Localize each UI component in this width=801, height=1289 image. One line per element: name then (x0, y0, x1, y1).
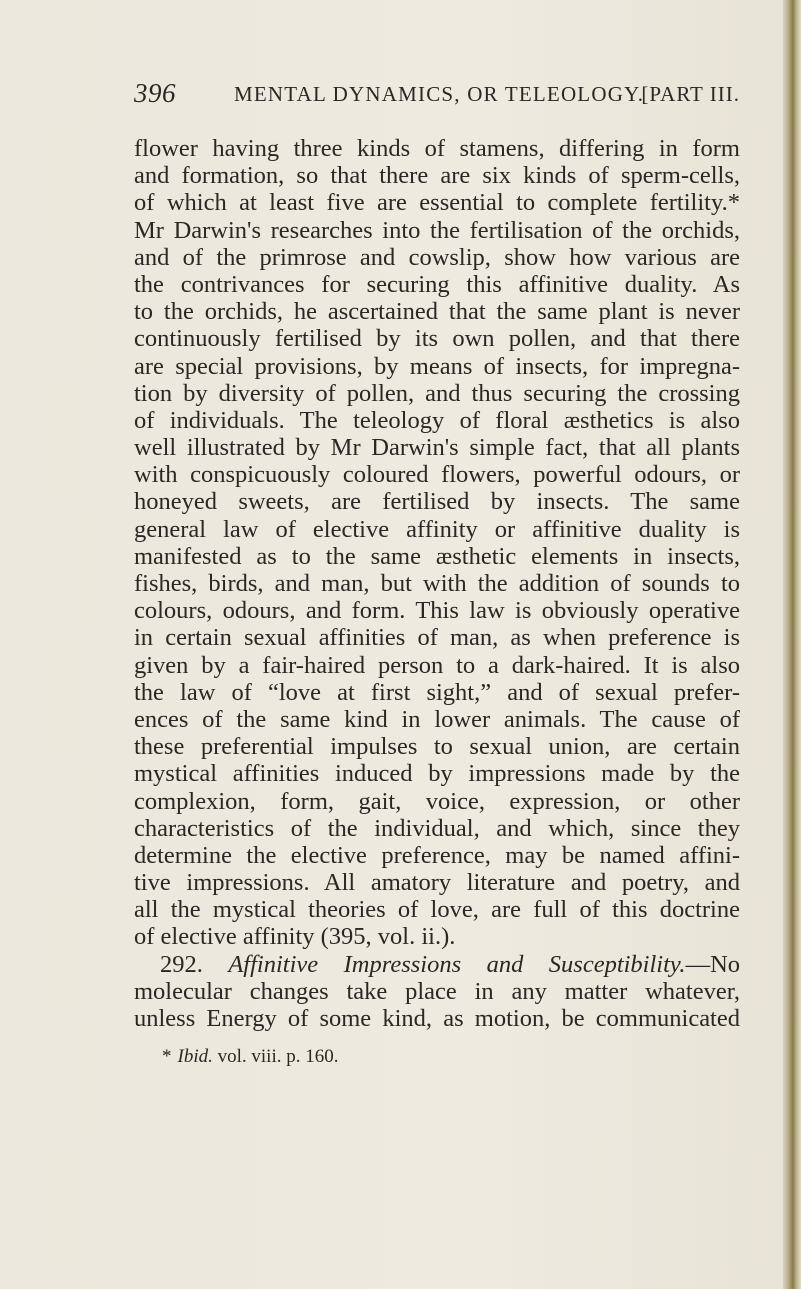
text-line: fishes, birds, and man, but with the addition of sounds to (134, 570, 740, 597)
body-text (134, 135, 740, 1032)
text-line: general law of elective affinity or affinitive duality is (134, 515, 740, 543)
text-line: the law of “love at first sight,” and of sexual prefer- (134, 678, 740, 706)
text-line: ences of the same kind in lower animals. The cause of (134, 705, 740, 733)
footnote-text: vol. viii. p. 160. (217, 1046, 339, 1067)
text-line: continuously fertilised by its own pollen, and that there (134, 325, 740, 353)
text-line: the contrivances for securing this affinitive duality. As (134, 270, 740, 298)
text-line: to the orchids, he ascertained that the same plant is never (134, 298, 740, 326)
section-number: 292. (160, 950, 203, 978)
text-line: complexion, form, gait, voice, expression, or other (134, 787, 740, 815)
text-line: and of the primrose and cowslip, show how various are (134, 243, 740, 271)
text-line: mystical affinities induced by impressions made by the (134, 760, 740, 788)
text-line: manifested as to the same æsthetic elements in insects, (134, 542, 740, 570)
running-header (134, 78, 740, 116)
text-line: characteristics of the individual, and which, since they (134, 814, 740, 842)
text-line: Mr Darwin's researches into the fertilisation of the orchids, (134, 216, 740, 244)
text-line: given by a fair-haired person to a dark-haired. It is also (134, 651, 740, 679)
book-spine-edge (783, 0, 801, 1289)
text-line: of individuals. The teleology of floral æsthetics is also (134, 406, 740, 434)
text-line: with conspicuously coloured flowers, powerful odours, or (134, 461, 740, 489)
text-line: are special provisions, by means of insects, for impregna- (134, 352, 740, 380)
text-line: tion by diversity of pollen, and thus securing the crossing (134, 379, 740, 407)
running-title: MENTAL DYNAMICS, OR TELEOLOGY. (234, 82, 645, 106)
section-first-line-rest: —No (685, 950, 740, 978)
text-line: all the mystical theories of love, are full of this doctrine (134, 896, 740, 924)
text-line: flower having three kinds of stamens, differing in form (134, 135, 740, 162)
text-line: colours, odours, and form. This law is obviously operative (134, 597, 740, 625)
footnote-ref: Ibid. (177, 1046, 213, 1067)
part-label: [PART III. (641, 82, 740, 106)
section-heading-line (134, 951, 740, 978)
page-number: 396 (134, 78, 176, 108)
text-line: in certain sexual affinities of man, as when preference is (134, 624, 740, 652)
text-line: of elective affinity (395, vol. ii.). (134, 923, 456, 951)
section-title: Affinitive Impressions and Susceptibility. (228, 950, 686, 978)
text-line: tive impressions. All amatory literature and poetry, and (134, 869, 740, 897)
text-line: honeyed sweets, are fertilised by insects. The same (134, 488, 740, 516)
footnote-marker: * (162, 1046, 172, 1067)
text-line: and formation, so that there are six kinds of sperm-cells, (134, 162, 740, 190)
text-line: these preferential impulses to sexual union, are certain (134, 733, 740, 761)
text-line: unless Energy of some kind, as motion, be communicated (134, 1005, 740, 1032)
text-line: well illustrated by Mr Darwin's simple fact, that all plants (134, 434, 740, 462)
text-line: determine the elective preference, may be named affini- (134, 841, 740, 869)
footnote (162, 1046, 338, 1068)
text-line: of which at least five are essential to complete fertility.* (134, 189, 740, 217)
text-line: molecular changes take place in any matter whatever, (134, 977, 740, 1005)
